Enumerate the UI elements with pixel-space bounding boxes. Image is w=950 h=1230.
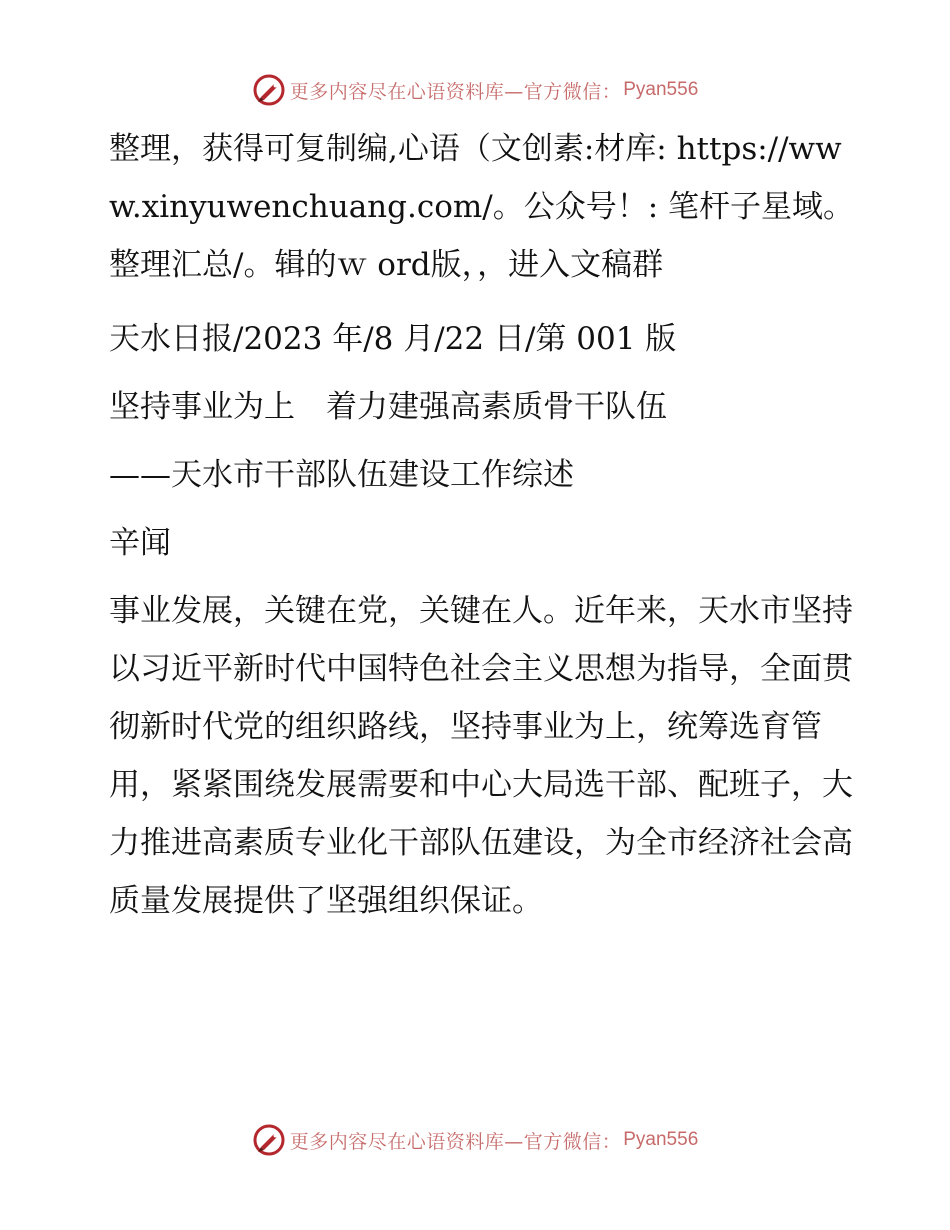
headline: 坚持事业为上 着力建强高素质骨干队伍 (109, 389, 667, 425)
pen-nib-logo-icon (252, 1123, 286, 1157)
wechat-id: Pyan556 (623, 1129, 699, 1150)
pen-nib-logo-icon (252, 73, 286, 107)
subheadline: ——天水市干部队伍建设工作综述 (109, 457, 574, 493)
intro-paragraph: 整理，获得可复制编,心语（文创素:材库: https://www.xinyuwenchuang.com/。公众号！: 笔杆子星域。整理汇总/。辑的ｗ ord版，，进入文稿群 (109, 131, 854, 283)
document-body (97, 120, 857, 930)
author-byline: 辛闻 (109, 525, 171, 561)
wechat-id: Pyan556 (623, 79, 699, 100)
body-paragraph: 事业发展，关键在党，关键在人。近年来，天水市坚持以习近平新时代中国特色社会主义思想为指导，全面贯彻新时代党的组织路线，坚持事业为上，统筹选育管用，紧紧围绕发展需要和中心大局选干部、配班子，大力推进高素质专业化干部队伍建设，为全市经济社会高质量发展提供了坚强组织保证。 (109, 593, 853, 919)
banner-text: 更多内容尽在心语资料库—官方微信： (289, 80, 622, 103)
banner-text: 更多内容尽在心语资料库—官方微信： (289, 1130, 622, 1153)
dateline: 天水日报/2023 年/8 月/22 日/第 001 版 (109, 321, 677, 357)
footer-banner (0, 1120, 950, 1160)
header-banner (0, 70, 950, 110)
